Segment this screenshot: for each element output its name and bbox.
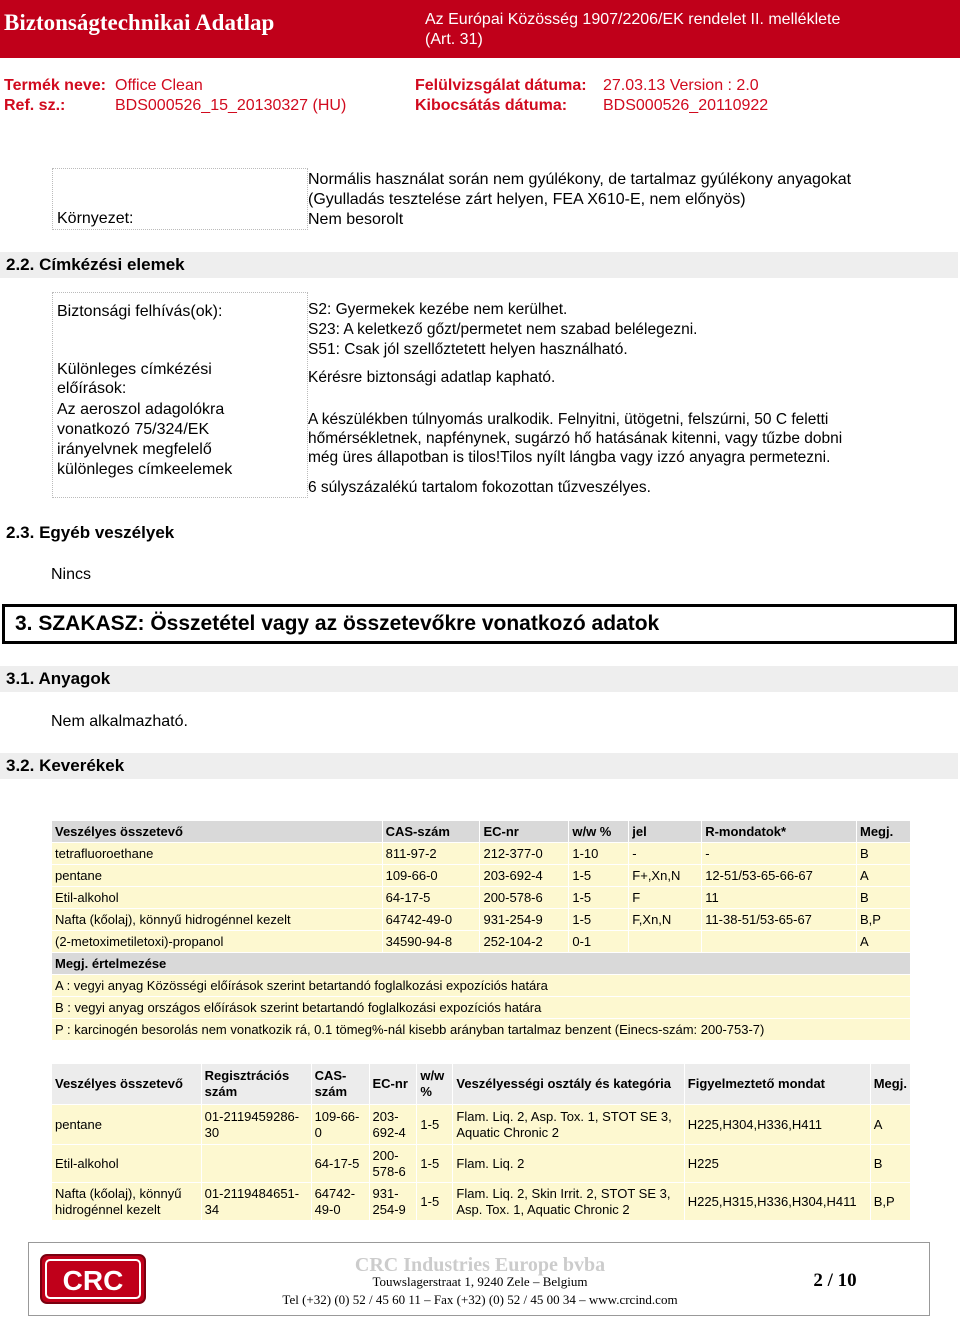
table-cell: 200-578-6 bbox=[480, 887, 569, 909]
issue-value: BDS000526_20110922 bbox=[603, 97, 769, 114]
table-cell: 109-66-0 bbox=[382, 865, 480, 887]
table-cell: 11 bbox=[702, 887, 857, 909]
table-cell: tetrafluoroethane bbox=[52, 843, 383, 865]
header-cell: w/w % bbox=[569, 821, 629, 843]
table-cell: B bbox=[857, 887, 911, 909]
table-row bbox=[52, 1105, 911, 1145]
section-3-1-title: 3.1. Anyagok bbox=[0, 666, 958, 692]
table-cell: 1-5 bbox=[569, 865, 629, 887]
table-cell: Nafta (kőolaj), könnyű hidrogénnel kezelt bbox=[52, 1183, 202, 1221]
request-text: Kérésre biztonsági adatlap kapható. bbox=[308, 369, 556, 386]
crc-logo bbox=[40, 1254, 146, 1304]
header-cell: EC-nr bbox=[480, 821, 569, 843]
table-cell: 931-254-9 bbox=[369, 1183, 417, 1221]
table-cell: A bbox=[870, 1105, 910, 1145]
company-address: Touwslagerstraat 1, 9240 Zele – Belgium bbox=[372, 1274, 588, 1289]
table-cell: F+,Xn,N bbox=[629, 865, 702, 887]
table-cell: 1-10 bbox=[569, 843, 629, 865]
table-row bbox=[52, 843, 911, 865]
table-cell: 34590-94-8 bbox=[382, 931, 480, 953]
table-cell: 1-5 bbox=[569, 909, 629, 931]
table-cell: 1-5 bbox=[417, 1105, 453, 1145]
table-cell: 0-1 bbox=[569, 931, 629, 953]
section-2-2-title: 2.2. Címkézési elemek bbox=[0, 252, 958, 278]
table-cell: 64742-49-0 bbox=[382, 909, 480, 931]
table-cell: 1-5 bbox=[417, 1183, 453, 1221]
table-cell: Flam. Liq. 2, Asp. Tox. 1, STOT SE 3, Aquatic Chronic 2 bbox=[453, 1105, 684, 1145]
company-name: CRC Industries Europe bvba bbox=[354, 1254, 606, 1276]
table-cell: F,Xn,N bbox=[629, 909, 702, 931]
crc-logo-icon bbox=[40, 1254, 146, 1304]
special-label-2: előírások: bbox=[57, 380, 127, 397]
regulation-text: Az Európai Közösség 1907/2206/EK rendelet II. melléklete (Art. 31) bbox=[425, 11, 841, 48]
header-cell: jel bbox=[629, 821, 702, 843]
section-2-3-title: 2.3. Egyéb veszélyek bbox=[6, 523, 175, 542]
notes-title-row bbox=[52, 953, 911, 975]
table-cell: 203-692-4 bbox=[369, 1105, 417, 1145]
page-number: 2 / 10 bbox=[813, 1270, 857, 1291]
table-cell: - bbox=[702, 843, 857, 865]
environment-text bbox=[308, 170, 908, 230]
table-cell: 109-66-0 bbox=[311, 1105, 369, 1145]
table-cell: 212-377-0 bbox=[480, 843, 569, 865]
note-row bbox=[52, 997, 911, 1019]
table-cell: Etil-alkohol bbox=[52, 887, 383, 909]
header-cell: w/w % bbox=[417, 1064, 453, 1105]
table-cell: 64-17-5 bbox=[311, 1145, 369, 1183]
header-cell: Regisztrációs szám bbox=[201, 1064, 311, 1105]
header-cell: CAS-szám bbox=[382, 821, 480, 843]
table-cell bbox=[702, 931, 857, 953]
labelling-text bbox=[308, 300, 938, 360]
table-cell: 931-254-9 bbox=[480, 909, 569, 931]
percent-warning: 6 súlyszázalékú tartalom fokozottan tűzveszélyes. bbox=[308, 479, 651, 496]
table-cell: Etil-alkohol bbox=[52, 1145, 202, 1183]
table-cell: H225,H304,H336,H411 bbox=[684, 1105, 870, 1145]
table-cell: 1-5 bbox=[569, 887, 629, 909]
table-cell: 200-578-6 bbox=[369, 1145, 417, 1183]
aerosol-label-1: Az aeroszol adagolókra bbox=[57, 401, 225, 418]
environment-line2: (Gyulladás tesztelése zárt helyen, FEA X610-E, nem előnyös) bbox=[308, 191, 746, 208]
note-row bbox=[52, 1019, 911, 1041]
table-cell bbox=[201, 1145, 311, 1183]
company-contact: Tel (+32) (0) 52 / 45 60 11 – Fax (+32) (0) 52 / 45 00 34 – www.crcind.com bbox=[282, 1292, 678, 1307]
table-cell: Flam. Liq. 2 bbox=[453, 1145, 684, 1183]
table-cell: 64-17-5 bbox=[382, 887, 480, 909]
ref-value: BDS000526_15_20130327 (HU) bbox=[115, 97, 347, 114]
table-cell: A bbox=[857, 865, 911, 887]
table-cell: A bbox=[857, 931, 911, 953]
product-label: Termék neve: bbox=[4, 77, 106, 94]
table-cell: 811-97-2 bbox=[382, 843, 480, 865]
components-table bbox=[51, 820, 911, 1041]
table-cell: Nafta (kőolaj), könnyű hidrogénnel kezelt bbox=[52, 909, 383, 931]
ref-label: Ref. sz.: bbox=[4, 97, 66, 114]
issue-label: Kibocsátás dátuma: bbox=[415, 97, 568, 114]
table-cell: B bbox=[857, 843, 911, 865]
product-value: Office Clean bbox=[115, 77, 203, 94]
environment-line1: Normális használat során nem gyúlékony, de tartalmaz gyúlékony anyagokat bbox=[308, 171, 852, 188]
document-title: Biztonságtechnikai Adatlap bbox=[4, 10, 275, 35]
note-a: A : vegyi anyag Közösségi előírások szerint betartandó foglalkozási expozíciós határa bbox=[52, 975, 911, 997]
labelling-label-box bbox=[52, 292, 308, 498]
table-row bbox=[52, 865, 911, 887]
substances-text: Nem alkalmazható. bbox=[51, 713, 188, 730]
aerosol-label-4: különleges címkeelemek bbox=[57, 461, 233, 478]
s51-phrase: S51: Csak jól szellőztetett helyen használható. bbox=[308, 341, 628, 358]
table-cell: 11-38-51/53-65-67 bbox=[702, 909, 857, 931]
header-cell: Megj. bbox=[870, 1064, 910, 1105]
header-cell: Veszélyes összetevő bbox=[52, 1064, 202, 1105]
s2-phrase: S2: Gyermekek kezébe nem kerülhet. bbox=[308, 301, 568, 318]
header-cell: Figyelmeztető mondat bbox=[684, 1064, 870, 1105]
table-cell: 64742-49-0 bbox=[311, 1183, 369, 1221]
table-row bbox=[52, 909, 911, 931]
safety-label: Biztonsági felhívás(ok): bbox=[57, 303, 223, 320]
table-cell: Flam. Liq. 2, Skin Irrit. 2, STOT SE 3, Asp. Tox. 1, Aquatic Chronic 2 bbox=[453, 1183, 684, 1221]
table-cell: 01-2119459286-30 bbox=[201, 1105, 311, 1145]
notes-title: Megj. értelmezése bbox=[52, 953, 911, 975]
aerosol-label-3: irányelvnek megfelelő bbox=[57, 441, 212, 458]
environment-line3: Nem besorolt bbox=[308, 211, 404, 228]
header-cell: R-mondatok* bbox=[702, 821, 857, 843]
table-cell: B,P bbox=[870, 1183, 910, 1221]
header-cell: Megj. bbox=[857, 821, 911, 843]
table-row bbox=[52, 887, 911, 909]
section-3-2-title: 3.2. Keverékek bbox=[0, 753, 958, 779]
review-value: 27.03.13 Version : 2.0 bbox=[603, 77, 759, 94]
header-cell: EC-nr bbox=[369, 1064, 417, 1105]
review-label: Felülvizsgálat dátuma: bbox=[415, 77, 587, 94]
table-cell: H225,H315,H336,H304,H411 bbox=[684, 1183, 870, 1221]
note-b: B : vegyi anyag országos előírások szerint betartandó foglalkozási expozíciós határa bbox=[52, 997, 911, 1019]
table-cell: B,P bbox=[857, 909, 911, 931]
table-cell: 252-104-2 bbox=[480, 931, 569, 953]
table-header-row bbox=[52, 821, 911, 843]
table-cell bbox=[629, 931, 702, 953]
environment-label-box bbox=[52, 168, 308, 230]
aerosol-label-2: vonatkozó 75/324/EK bbox=[57, 421, 210, 438]
svg-text:CRC: CRC bbox=[62, 1265, 124, 1296]
table-cell: 1-5 bbox=[417, 1145, 453, 1183]
table-cell: 01-2119484651-34 bbox=[201, 1183, 311, 1221]
special-label-1: Különleges címkézési bbox=[57, 361, 212, 378]
table-cell: B bbox=[870, 1145, 910, 1183]
clp-table bbox=[51, 1063, 911, 1221]
table-cell: 12-51/53-65-66-67 bbox=[702, 865, 857, 887]
table-cell: F bbox=[629, 887, 702, 909]
header-cell: Veszélyes összetevő bbox=[52, 821, 383, 843]
table-cell: - bbox=[629, 843, 702, 865]
header-cell: CAS-szám bbox=[311, 1064, 369, 1105]
s23-phrase: S23: A keletkező gőzt/permetet nem szabad belélegezni. bbox=[308, 321, 698, 338]
other-hazards-text: Nincs bbox=[51, 566, 92, 583]
header-cell: Veszélyességi osztály és kategória bbox=[453, 1064, 684, 1105]
table-row bbox=[52, 1145, 911, 1183]
warning-line3: még üres állapotban is tilos!Tilos nyílt lángba vagy izzó anyagra permetezni. bbox=[308, 449, 831, 466]
aerosol-warning bbox=[308, 410, 948, 467]
warning-line1: A készülékben túlnyomás uralkodik. Felnyitni, ütögetni, felszúrni, 50 C feletti bbox=[308, 411, 829, 428]
table-cell: 203-692-4 bbox=[480, 865, 569, 887]
table-row bbox=[52, 1183, 911, 1221]
table-header-row bbox=[52, 1064, 911, 1105]
warning-line2: hőmérsékletnek, napfénynek, sugárzó hő hatásának kitenni, vagy tűzbe dobni bbox=[308, 430, 843, 447]
table-cell: pentane bbox=[52, 1105, 202, 1145]
table-cell: (2-metoximetiletoxi)-propanol bbox=[52, 931, 383, 953]
note-p: P : karcinogén besorolás nem vonatkozik rá, 0.1 tömeg%-nál kisebb arányban tartalmaz benzent (Einecs-szám: 200-753-7) bbox=[52, 1019, 911, 1041]
table-cell: pentane bbox=[52, 865, 383, 887]
environment-label: Környezet: bbox=[57, 210, 134, 227]
section-3-title: 3. SZAKASZ: Összetétel vagy az összetevőkre vonatkozó adatok bbox=[2, 604, 957, 644]
table-cell: H225 bbox=[684, 1145, 870, 1183]
note-row bbox=[52, 975, 911, 997]
table-row bbox=[52, 931, 911, 953]
